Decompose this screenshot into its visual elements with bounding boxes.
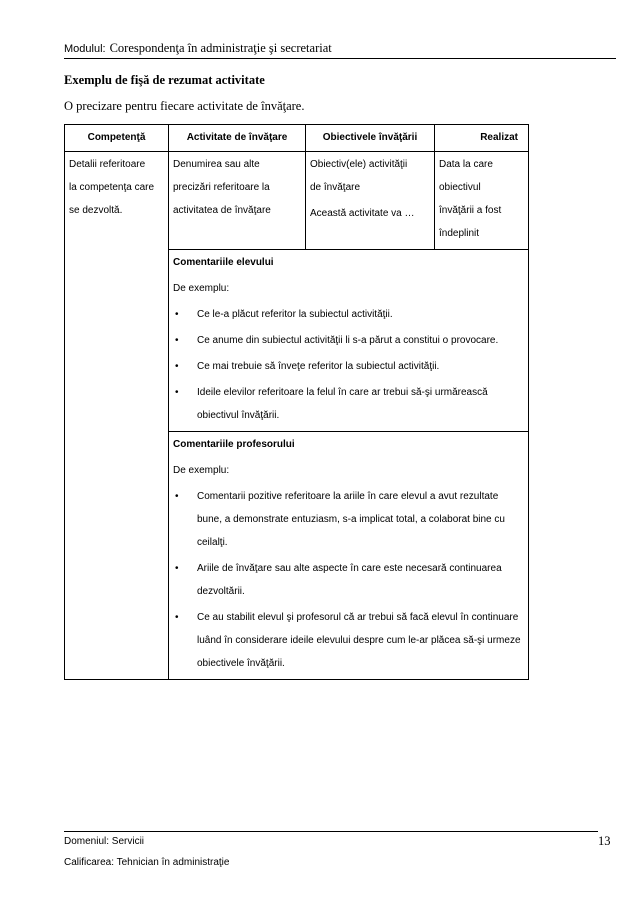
student-comments-section <box>169 250 529 432</box>
module-title: Corespondenţa în administraţie şi secretariat <box>109 41 332 55</box>
page-subtitle: O precizare pentru fiecare activitate de învăţare. <box>64 99 305 113</box>
list-item-text: Ce anume din subiectul activităţii li s-a părut a constitui o provocare. <box>197 335 499 346</box>
list-item-text: Comentarii pozitive referitoare la ariile în care elevul a avut rezultate bune, a demonstrate entuziasm, s-a implicat total, a colaborat bine cu ceilalţi. <box>197 491 505 548</box>
list-item-text: Ce mai trebuie să înveţe referitor la subiectul activităţii. <box>197 361 440 372</box>
list-item-text: Ce au stabilit elevul şi profesorul că ar trebui să facă elevul în continuare luând în considerare ideile elevului despre cum le-ar plăcea să-şi urmeze obiectivele învăţării. <box>197 612 521 669</box>
cell-line: la competenţa care <box>69 182 155 193</box>
header-activitate: Activitate de învăţare <box>169 125 306 152</box>
cell-line: de învăţare <box>310 182 361 193</box>
cell-line: obiectivul <box>439 182 481 193</box>
bullet-icon: • <box>175 563 179 574</box>
footer-domain: Domeniul: Servicii <box>64 836 145 847</box>
list-item-text: Ideile elevilor referitoare la felul în care ar trebui să-şi urmărească obiectivul învăţării. <box>197 387 488 421</box>
bullet-icon: • <box>175 387 179 398</box>
header-divider <box>64 58 616 59</box>
cell-line: activitatea de învăţare <box>173 205 271 216</box>
table-header-row <box>65 125 529 152</box>
list-item <box>173 329 524 352</box>
cell-line: Obiectiv(ele) activităţii <box>310 159 408 170</box>
list-item <box>173 303 524 326</box>
page-number: 13 <box>598 834 611 848</box>
list-item <box>173 355 524 378</box>
cell-activitate <box>169 152 306 250</box>
footer-qualification: Calificarea: Tehnician în administraţie <box>64 857 230 868</box>
cell-competenta <box>65 152 169 680</box>
student-comments-heading: Comentariile elevului <box>173 257 274 268</box>
bullet-icon: • <box>175 491 179 502</box>
header-competenta: Competenţă <box>65 125 169 152</box>
bullet-icon: • <box>175 612 179 623</box>
footer-divider <box>64 831 598 832</box>
cell-line: se dezvoltă. <box>69 205 123 216</box>
list-item <box>173 381 524 427</box>
teacher-comments-intro: De exemplu: <box>173 465 230 476</box>
page-header <box>64 41 332 56</box>
cell-line: Data la care <box>439 159 493 170</box>
cell-line: Această activitate va … <box>310 208 415 219</box>
list-item <box>173 485 524 554</box>
bullet-icon: • <box>175 335 179 346</box>
cell-realizat <box>435 152 529 250</box>
header-obiective: Obiectivele învăţării <box>306 125 435 152</box>
list-item-text: Ce le-a plăcut referitor la subiectul activităţii. <box>197 309 393 320</box>
list-item <box>173 606 524 675</box>
module-prefix: Modulul: <box>64 43 106 55</box>
cell-line: învăţării a fost <box>439 205 502 216</box>
bullet-icon: • <box>175 361 179 372</box>
table-row <box>65 152 529 250</box>
list-item-text: Ariile de învăţare sau alte aspecte în care este necesară continuarea dezvoltării. <box>197 563 502 597</box>
cell-line: îndeplinit <box>439 228 480 239</box>
teacher-comments-heading: Comentariile profesorului <box>173 439 295 450</box>
student-comments-intro: De exemplu: <box>173 283 230 294</box>
cell-line: Detalii referitoare <box>69 159 146 170</box>
teacher-comments-section <box>169 432 529 680</box>
cell-obiective <box>306 152 435 250</box>
page-title: Exemplu de fişă de rezumat activitate <box>64 73 265 87</box>
bullet-icon: • <box>175 309 179 320</box>
cell-line: Denumirea sau alte <box>173 159 260 170</box>
list-item <box>173 557 524 603</box>
cell-line: precizări referitoare la <box>173 182 270 193</box>
header-realizat: Realizat <box>435 125 529 152</box>
activity-summary-table <box>64 124 529 680</box>
